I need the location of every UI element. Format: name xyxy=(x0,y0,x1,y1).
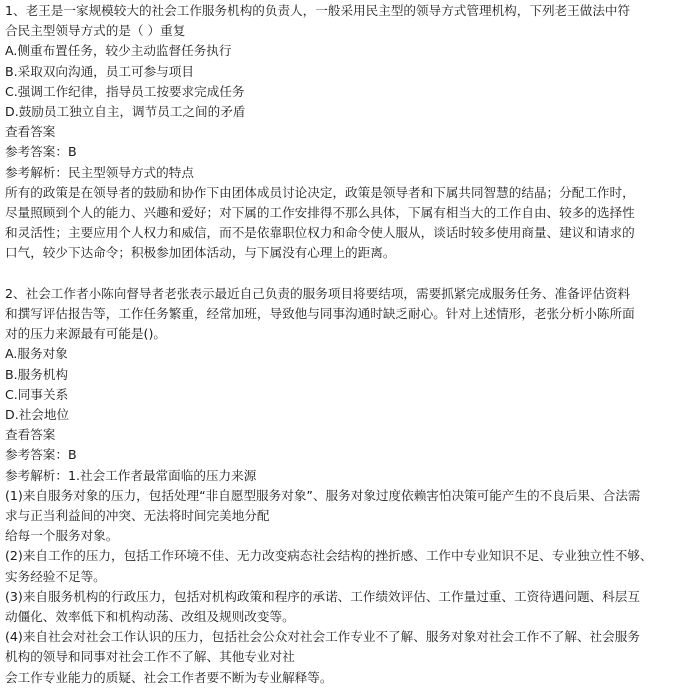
question-stem-line: 2、社会工作者小陈向督导者老张表示最近自己负责的服务项目将要结项，需要抓紧完成服务任务、准备评估资料 xyxy=(5,285,631,301)
question-2-analysis xyxy=(5,466,687,688)
analysis-line: 口气，较少下达命令；积极参加团体活动，与下属没有心理上的距离。 xyxy=(5,245,396,261)
option-d: D.社会地位 xyxy=(5,407,70,423)
question-stem-line: 1、老王是一家规模较大的社会工作服务机构的负责人，一般采用民主型的领导方式管理机构，下列老王做法中符 xyxy=(5,3,631,18)
analysis-line: 参考解析：民主型领导方式的特点 xyxy=(5,164,194,180)
analysis-line: 求与正当利益间的冲突、无法将时间完美地分配 xyxy=(5,508,270,524)
analysis-line: 实务经验不足等。 xyxy=(5,568,106,584)
option-c: C.强调工作纪律，指导员工按要求完成任务 xyxy=(5,83,245,99)
option-a: A.侧重布置任务，较少主动监督任务执行 xyxy=(5,43,232,59)
analysis-line: (4)来自社会对社会工作认识的压力，包括社会公众对社会工作专业不了解、服务对象对社会工作不了解、社会服务 xyxy=(5,629,640,645)
question-1-options xyxy=(5,41,687,122)
analysis-line: 参考解析：1.社会工作者最常面临的压力来源 xyxy=(5,467,257,483)
analysis-line: 机构的领导和同事对社会工作不了解、其他专业对社 xyxy=(5,649,295,665)
analysis-line: 尽量照顾到个人的能力、兴趣和爱好；对下属的工作安排得不那么具体，下属有相当大的工作自由、较多的选择性 xyxy=(5,205,635,221)
analysis-line: (3)来自服务机构的行政压力，包括对机构政策和程序的承诺、工作绩效评估、工作量过重、工资待遇问题、科层互 xyxy=(5,588,640,604)
document-page xyxy=(5,1,687,688)
question-stem-line: 和撰写评估报告等，工作任务繁重，经常加班，导致他与同事沟通时缺乏耐心。针对上述情形，老张分析小陈所面 xyxy=(5,306,635,322)
option-d: D.鼓励员工独立自主，调节员工之间的矛盾 xyxy=(5,104,246,120)
question-stem-line: 合民主型领导方式的是（ ）重复 xyxy=(5,23,186,39)
view-answer-link[interactable]: 查看答案 xyxy=(5,427,56,443)
section-spacer xyxy=(5,264,687,284)
option-b: B.服务机构 xyxy=(5,366,69,382)
analysis-line: (1)来自服务对象的压力，包括处理“非自愿型服务对象”、服务对象过度依赖害怕决策可能产生的不良后果、合法需 xyxy=(5,487,641,503)
analysis-line: (2)来自工作的压力，包括工作环境不佳、无力改变病态社会结构的挫折感、工作中专业知识不足、专业独立性不够、 xyxy=(5,548,653,564)
view-answer-link[interactable]: 查看答案 xyxy=(5,124,56,140)
reference-answer: 参考答案：B xyxy=(5,144,77,160)
analysis-line: 和灵活性；主要应用个人权力和威信，而不是依靠职位权力和命令使人服从，谈话时较多使用商量、建议和请求的 xyxy=(5,225,635,241)
analysis-line: 所有的政策是在领导者的鼓励和协作下由团体成员讨论决定，政策是领导者和下属共同智慧的结晶；分配工作时， xyxy=(5,184,635,200)
question-stem-line: 对的压力来源最有可能是()。 xyxy=(5,326,166,342)
reference-answer: 参考答案：B xyxy=(5,447,77,463)
question-1-analysis xyxy=(5,163,687,264)
question-2 xyxy=(5,284,687,688)
question-2-stem xyxy=(5,284,687,345)
analysis-line: 动僵化、效率低下和机构动荡、改组及规则改变等。 xyxy=(5,609,295,625)
question-1 xyxy=(5,1,687,264)
question-1-stem xyxy=(5,1,687,41)
question-2-options xyxy=(5,344,687,425)
analysis-line: 会工作专业能力的质疑、社会工作者要不断为专业解释等。 xyxy=(5,669,333,685)
option-b: B.采取双向沟通，员工可参与项目 xyxy=(5,63,194,79)
analysis-line: 给每一个服务对象。 xyxy=(5,528,119,544)
option-c: C.同事关系 xyxy=(5,386,69,402)
option-a: A.服务对象 xyxy=(5,346,68,362)
